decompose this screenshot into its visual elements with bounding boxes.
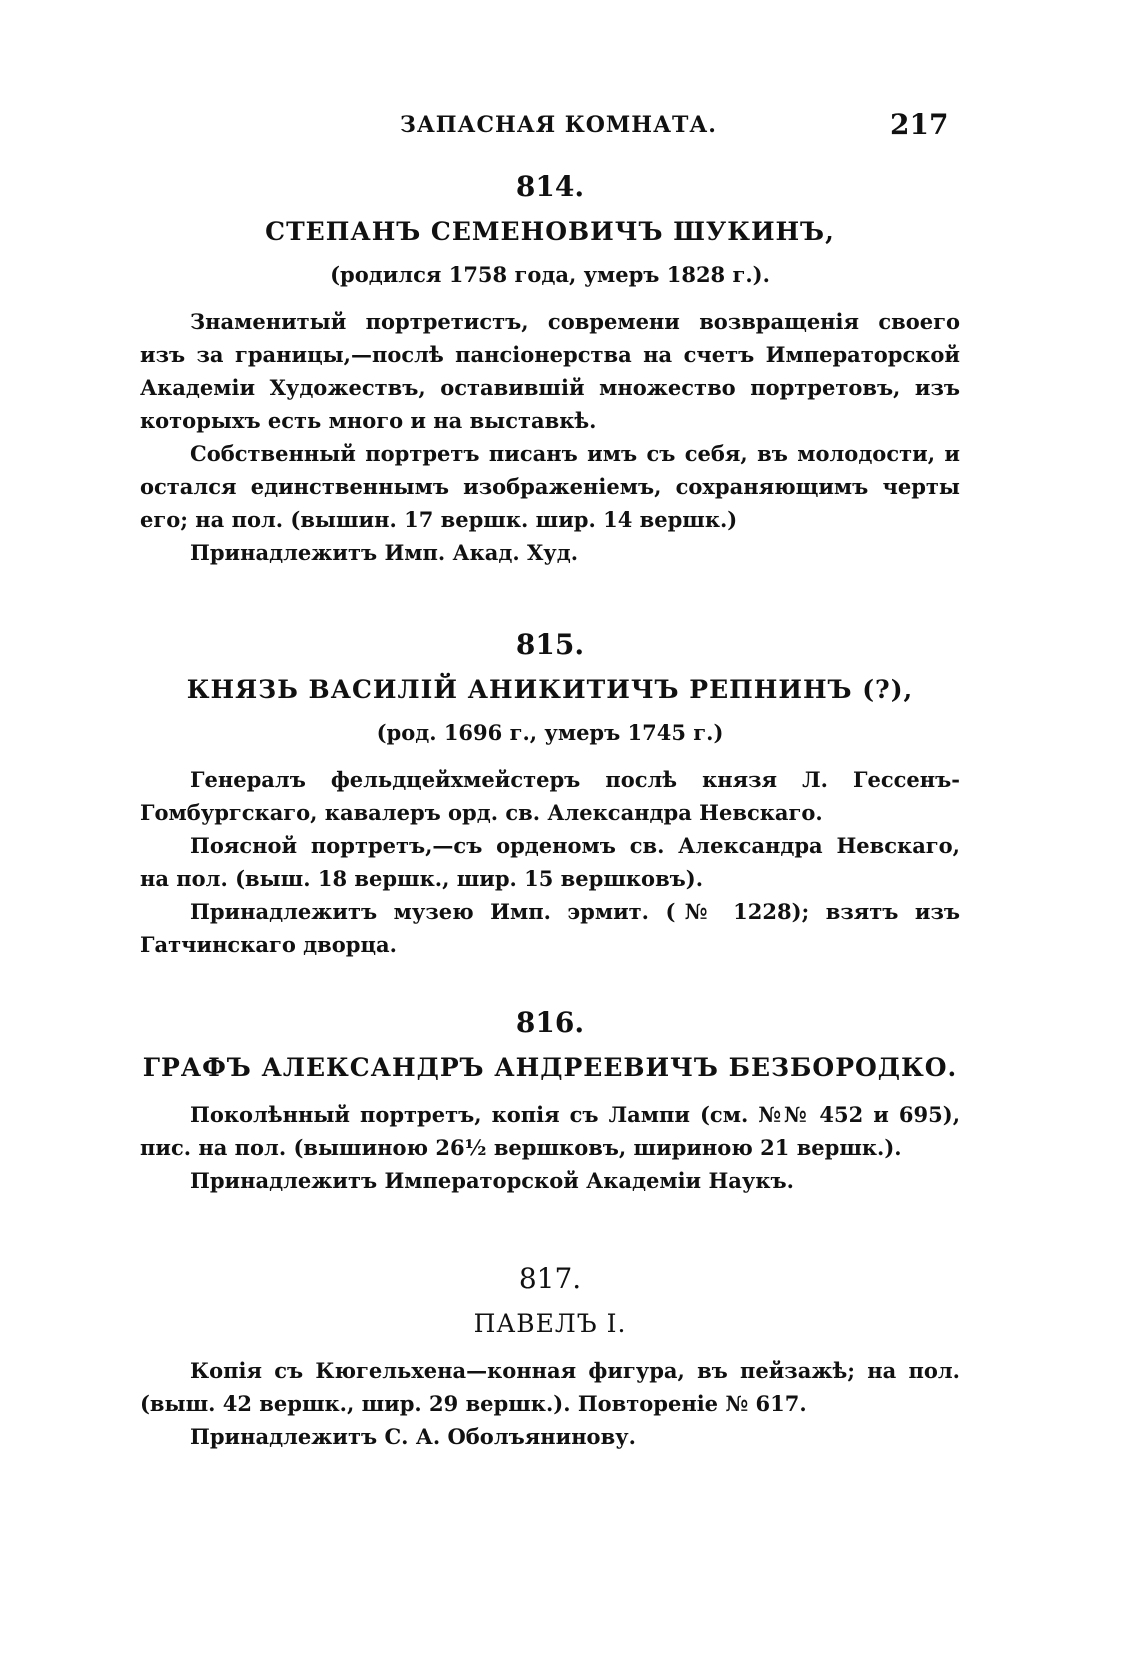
running-title: ЗАПАСНАЯ КОМНАТА. (400, 112, 717, 138)
entry-paragraph: Поколѣнный портретъ, копія съ Лампи (см. №№ 452 и 695), пис. на пол. (вышиною 26½ вершковъ, шириною 21 вершк.). (140, 1102, 960, 1160)
entry-paragraph: Принадлежитъ Императорской Академіи Наукъ. (190, 1168, 794, 1193)
entry-paragraph: Поясной портретъ,—съ орденомъ св. Александра Невскаго, на пол. (выш. 18 вершк., шир. 15 вершковъ). (140, 833, 960, 891)
entry-name: КНЯЗЬ ВАСИЛІЙ АНИКИТИЧЪ РЕПНИНЪ (?), (186, 675, 914, 704)
entry-paragraph: Знаменитый портретистъ, современи возвращенія своего изъ за границы,—послѣ пансіонерства на счетъ Императорской Академіи Художествъ, оставившій множество портретовъ, изъ которыхъ есть много и на выставкѣ. (140, 309, 960, 433)
catalog-entry-816 (140, 1006, 960, 1197)
entry-name: ГРАФЪ АЛЕКСАНДРЪ АНДРЕЕВИЧЪ БЕЗБОРОДКО. (142, 1053, 958, 1082)
entry-paragraph: Копія съ Кюгельхена—конная фигура, въ пейзажѣ; на пол. (выш. 42 вершк., шир. 29 вершк.). Повтореніе № 617. (140, 1358, 960, 1416)
entry-number: 816. (515, 1006, 585, 1039)
entry-paragraph: Принадлежитъ Имп. Акад. Худ. (190, 540, 579, 565)
entry-name: СТЕПАНЪ СЕМЕНОВИЧЪ ШУКИНЪ, (265, 217, 835, 246)
entry-paragraph: Принадлежитъ музею Имп. эрмит. (№ 1228); взятъ изъ Гатчинскаго дворца. (140, 899, 960, 957)
entry-number: 815. (515, 628, 585, 661)
entry-paragraph: Принадлежитъ С. А. Оболъянинову. (190, 1424, 636, 1449)
entry-dates: (родился 1758 года, умеръ 1828 г.). (330, 262, 770, 287)
catalog-entry-814 (140, 170, 960, 569)
entry-paragraph: Собственный портретъ писанъ имъ съ себя, въ молодости, и остался единственнымъ изображеніемъ, сохраняющимъ черты его; на пол. (вышин. 17 вершк. шир. 14 вершк.) (140, 441, 960, 532)
entry-paragraph: Генералъ фельдцейхмейстеръ послѣ князя Л. Гессенъ-Гомбургскаго, кавалеръ орд. св. Александра Невскаго. (140, 767, 960, 825)
entry-number: 814. (515, 170, 585, 203)
catalog-entry-817 (140, 1262, 960, 1453)
entry-dates: (род. 1696 г., умеръ 1745 г.) (376, 720, 724, 745)
catalog-entry-815 (140, 628, 960, 961)
entry-number: 817. (518, 1262, 582, 1295)
page-number: 217 (890, 108, 949, 141)
entry-name: ПАВЕЛЪ I. (473, 1309, 627, 1338)
